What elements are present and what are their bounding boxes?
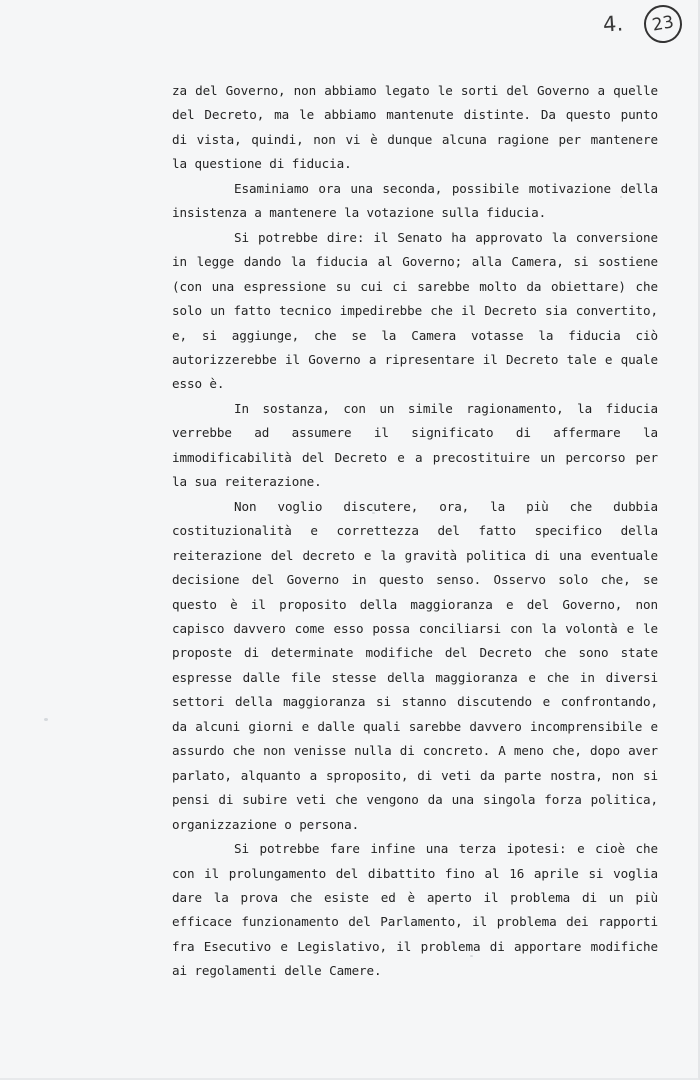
paragraph-3: Si potrebbe dire: il Senato ha approvato la conversione in legge dando la fiducia al Governo; alla Camera, si sostiene (con una espressione su cui ci sarebbe molto da obiettare) che solo un fatto tecnico impedirebbe che il Decreto sia convertito, e, si aggiunge, che se la Camera votasse la fiducia ciò autorizzerebbe il Governo a ripresentare il Decreto tale e quale esso è. — [172, 229, 658, 392]
paragraph-2: Esaminiamo ora una seconda, possibile motivazione della insistenza a mantenere la votazione sulla fiducia. — [172, 180, 658, 221]
scan-speck — [372, 512, 375, 514]
paragraph-5: Non voglio discutere, ora, la più che dubbia costituzionalità e correttezza del fatto specifico della reiterazione del decreto e la gravità politica di una eventuale decisione del Governo in questo senso. Osservo solo che, se questo è il proposito della maggioranza e del Governo, non capisco davvero come esso possa conciliarsi con la volontà e le proposte di determinate modifiche del Decreto che sono state espresse dalle file stesse della maggioranza e che in diversi settori della maggioranza si stanno discutendo e confrontando, da alcuni giorni e dalle quali sarebbe davvero incomprensibile e assurdo che non venisse nulla di concreto. A meno che, dopo aver parlato, alquanto a sproposito, di veti da parte nostra, non si pensi di subire veti che vengono da una singola forza politica, organizzazione o persona. — [172, 498, 658, 832]
paragraph-1: za del Governo, non abbiamo legato le sorti del Governo a quelle del Decreto, ma le abbiamo mantenute distinte. Da questo punto di vista, quindi, non vi è dunque alcuna ragione per mantenere la questione di fiducia. — [172, 83, 658, 172]
scan-speck — [620, 196, 622, 198]
handwritten-page-number: 4. — [602, 11, 624, 37]
document-body — [172, 79, 658, 984]
circled-page-stamp: 23 — [641, 2, 685, 46]
scan-speck — [470, 955, 473, 957]
scan-speck — [44, 718, 48, 721]
paragraph-6: Si potrebbe fare infine una terza ipotesi: e cioè che con il prolungamento del dibattito fino al 16 aprile si voglia dare la prova che esiste ed è aperto il problema di un più efficace funzionamento del Parlamento, il problema dei rapporti fra Esecutivo e Legislativo, il problema di apportare modifiche ai regolamenti delle Camere. — [172, 841, 658, 979]
paragraph-4: In sostanza, con un simile ragionamento, la fiducia verrebbe ad assumere il significato di affermare la immodificabilità del Decreto e a precostituire un percorso per la sua reiterazione. — [172, 400, 658, 490]
